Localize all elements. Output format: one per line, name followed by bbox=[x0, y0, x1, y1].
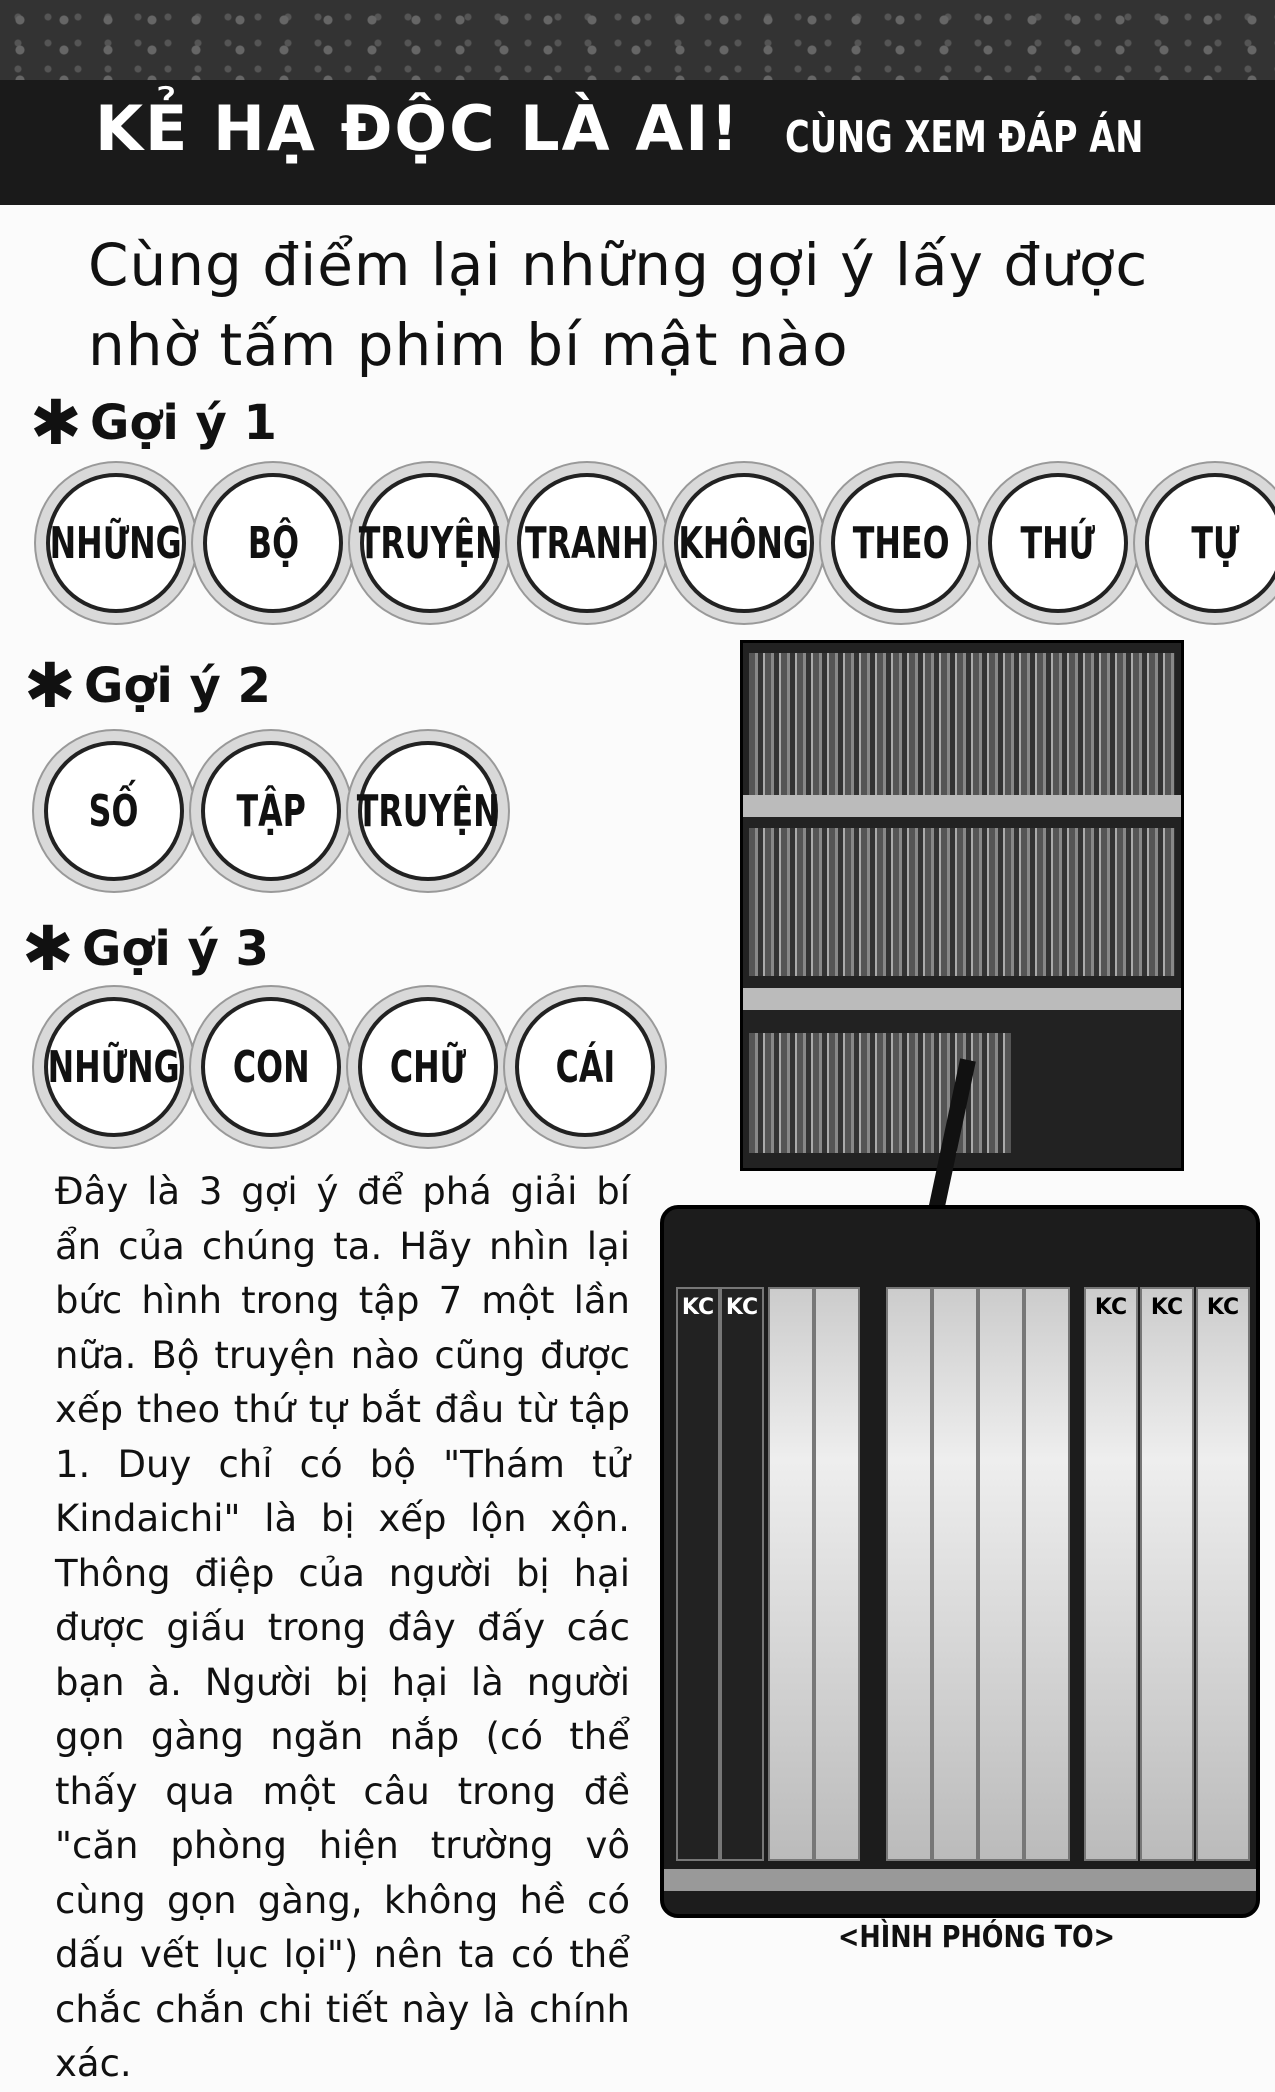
shelf-row bbox=[749, 828, 1175, 976]
banner-texture bbox=[0, 0, 1275, 80]
hint-3-label-text: Gợi ý 3 bbox=[81, 921, 269, 977]
hint-3-label bbox=[22, 912, 269, 985]
book-spine bbox=[768, 1287, 814, 1861]
word-bubble: TRUYỆN bbox=[358, 741, 498, 881]
book-spine: KC bbox=[1140, 1287, 1194, 1861]
word-bubble: THEO bbox=[831, 473, 971, 613]
asterisk-icon: ✱ bbox=[24, 649, 76, 722]
zoom-caption: <HÌNH PHÓNG TO> bbox=[838, 1920, 1116, 1955]
page-subtitle: CÙNG XEM ĐÁP ÁN bbox=[785, 112, 1144, 163]
word-bubble: TRUYỆN bbox=[360, 473, 500, 613]
shelf-board bbox=[664, 1869, 1256, 1891]
word-bubble: SỐ bbox=[44, 741, 184, 881]
book-spine: KC bbox=[1196, 1287, 1250, 1861]
book-spine: KC bbox=[1084, 1287, 1138, 1861]
word-bubble: TẬP bbox=[201, 741, 341, 881]
word-bubble: BỘ bbox=[203, 473, 343, 613]
book-spine: KC bbox=[676, 1287, 720, 1861]
word-bubble: NHỮNG bbox=[46, 473, 186, 613]
book-spine bbox=[932, 1287, 978, 1861]
header-banner bbox=[0, 0, 1275, 205]
shelf-board bbox=[743, 795, 1181, 817]
book-spine bbox=[814, 1287, 860, 1861]
word-bubble: CHỮ bbox=[358, 997, 498, 1137]
shelf-row bbox=[749, 653, 1175, 801]
shelf-board bbox=[743, 988, 1181, 1010]
book-spine bbox=[886, 1287, 932, 1861]
page-title: KẺ HẠ ĐỘC LÀ AI! bbox=[95, 92, 741, 165]
hint-1-words bbox=[46, 473, 1275, 613]
hint-2-words bbox=[44, 741, 515, 881]
hint-1-label-text: Gợi ý 1 bbox=[89, 395, 277, 451]
asterisk-icon: ✱ bbox=[30, 386, 82, 459]
word-bubble: KHÔNG bbox=[674, 473, 814, 613]
hint-2-label-text: Gợi ý 2 bbox=[83, 658, 271, 714]
book-spine bbox=[978, 1287, 1024, 1861]
word-bubble: TRANH bbox=[517, 473, 657, 613]
hint-3-words bbox=[44, 997, 672, 1137]
book-spine: KC bbox=[720, 1287, 764, 1861]
explanation-text: Đây là 3 gợi ý để phá giải bí ẩn của chúng ta. Hãy nhìn lại bức hình trong tập 7 một lần nữa. Bộ truyện nào cũng được xếp theo thứ tự bắt đầu từ tập 1. Duy chỉ có bộ "Thám tử Kindaichi" là bị xếp lộn xộn. Thông điệp của người bị hại được giấu trong đây đấy các bạn à. Người bị hại là người gọn gàng ngăn nắp (có thể thấy qua một câu trong đề "căn phòng hiện trường vô cùng gọn gàng, không hề có dấu vết lục lọi") nên ta có thể chắc chắn chi tiết này là chính xác. bbox=[55, 1170, 630, 2085]
word-bubble: NHỮNG bbox=[44, 997, 184, 1137]
shelf-row bbox=[749, 1033, 1011, 1153]
word-bubble: CÁI bbox=[515, 997, 655, 1137]
zoomed-spines-image bbox=[660, 1205, 1260, 1918]
book-spine bbox=[1024, 1287, 1070, 1861]
hint-2-label bbox=[24, 649, 271, 722]
asterisk-icon: ✱ bbox=[22, 912, 74, 985]
hint-1-label bbox=[30, 386, 277, 459]
intro-text: Cùng điểm lại những gợi ý lấy được nhờ tấm phim bí mật nào bbox=[88, 231, 1149, 379]
word-bubble: TỰ bbox=[1145, 473, 1275, 613]
word-bubble: THỨ bbox=[988, 473, 1128, 613]
word-bubble: CON bbox=[201, 997, 341, 1137]
